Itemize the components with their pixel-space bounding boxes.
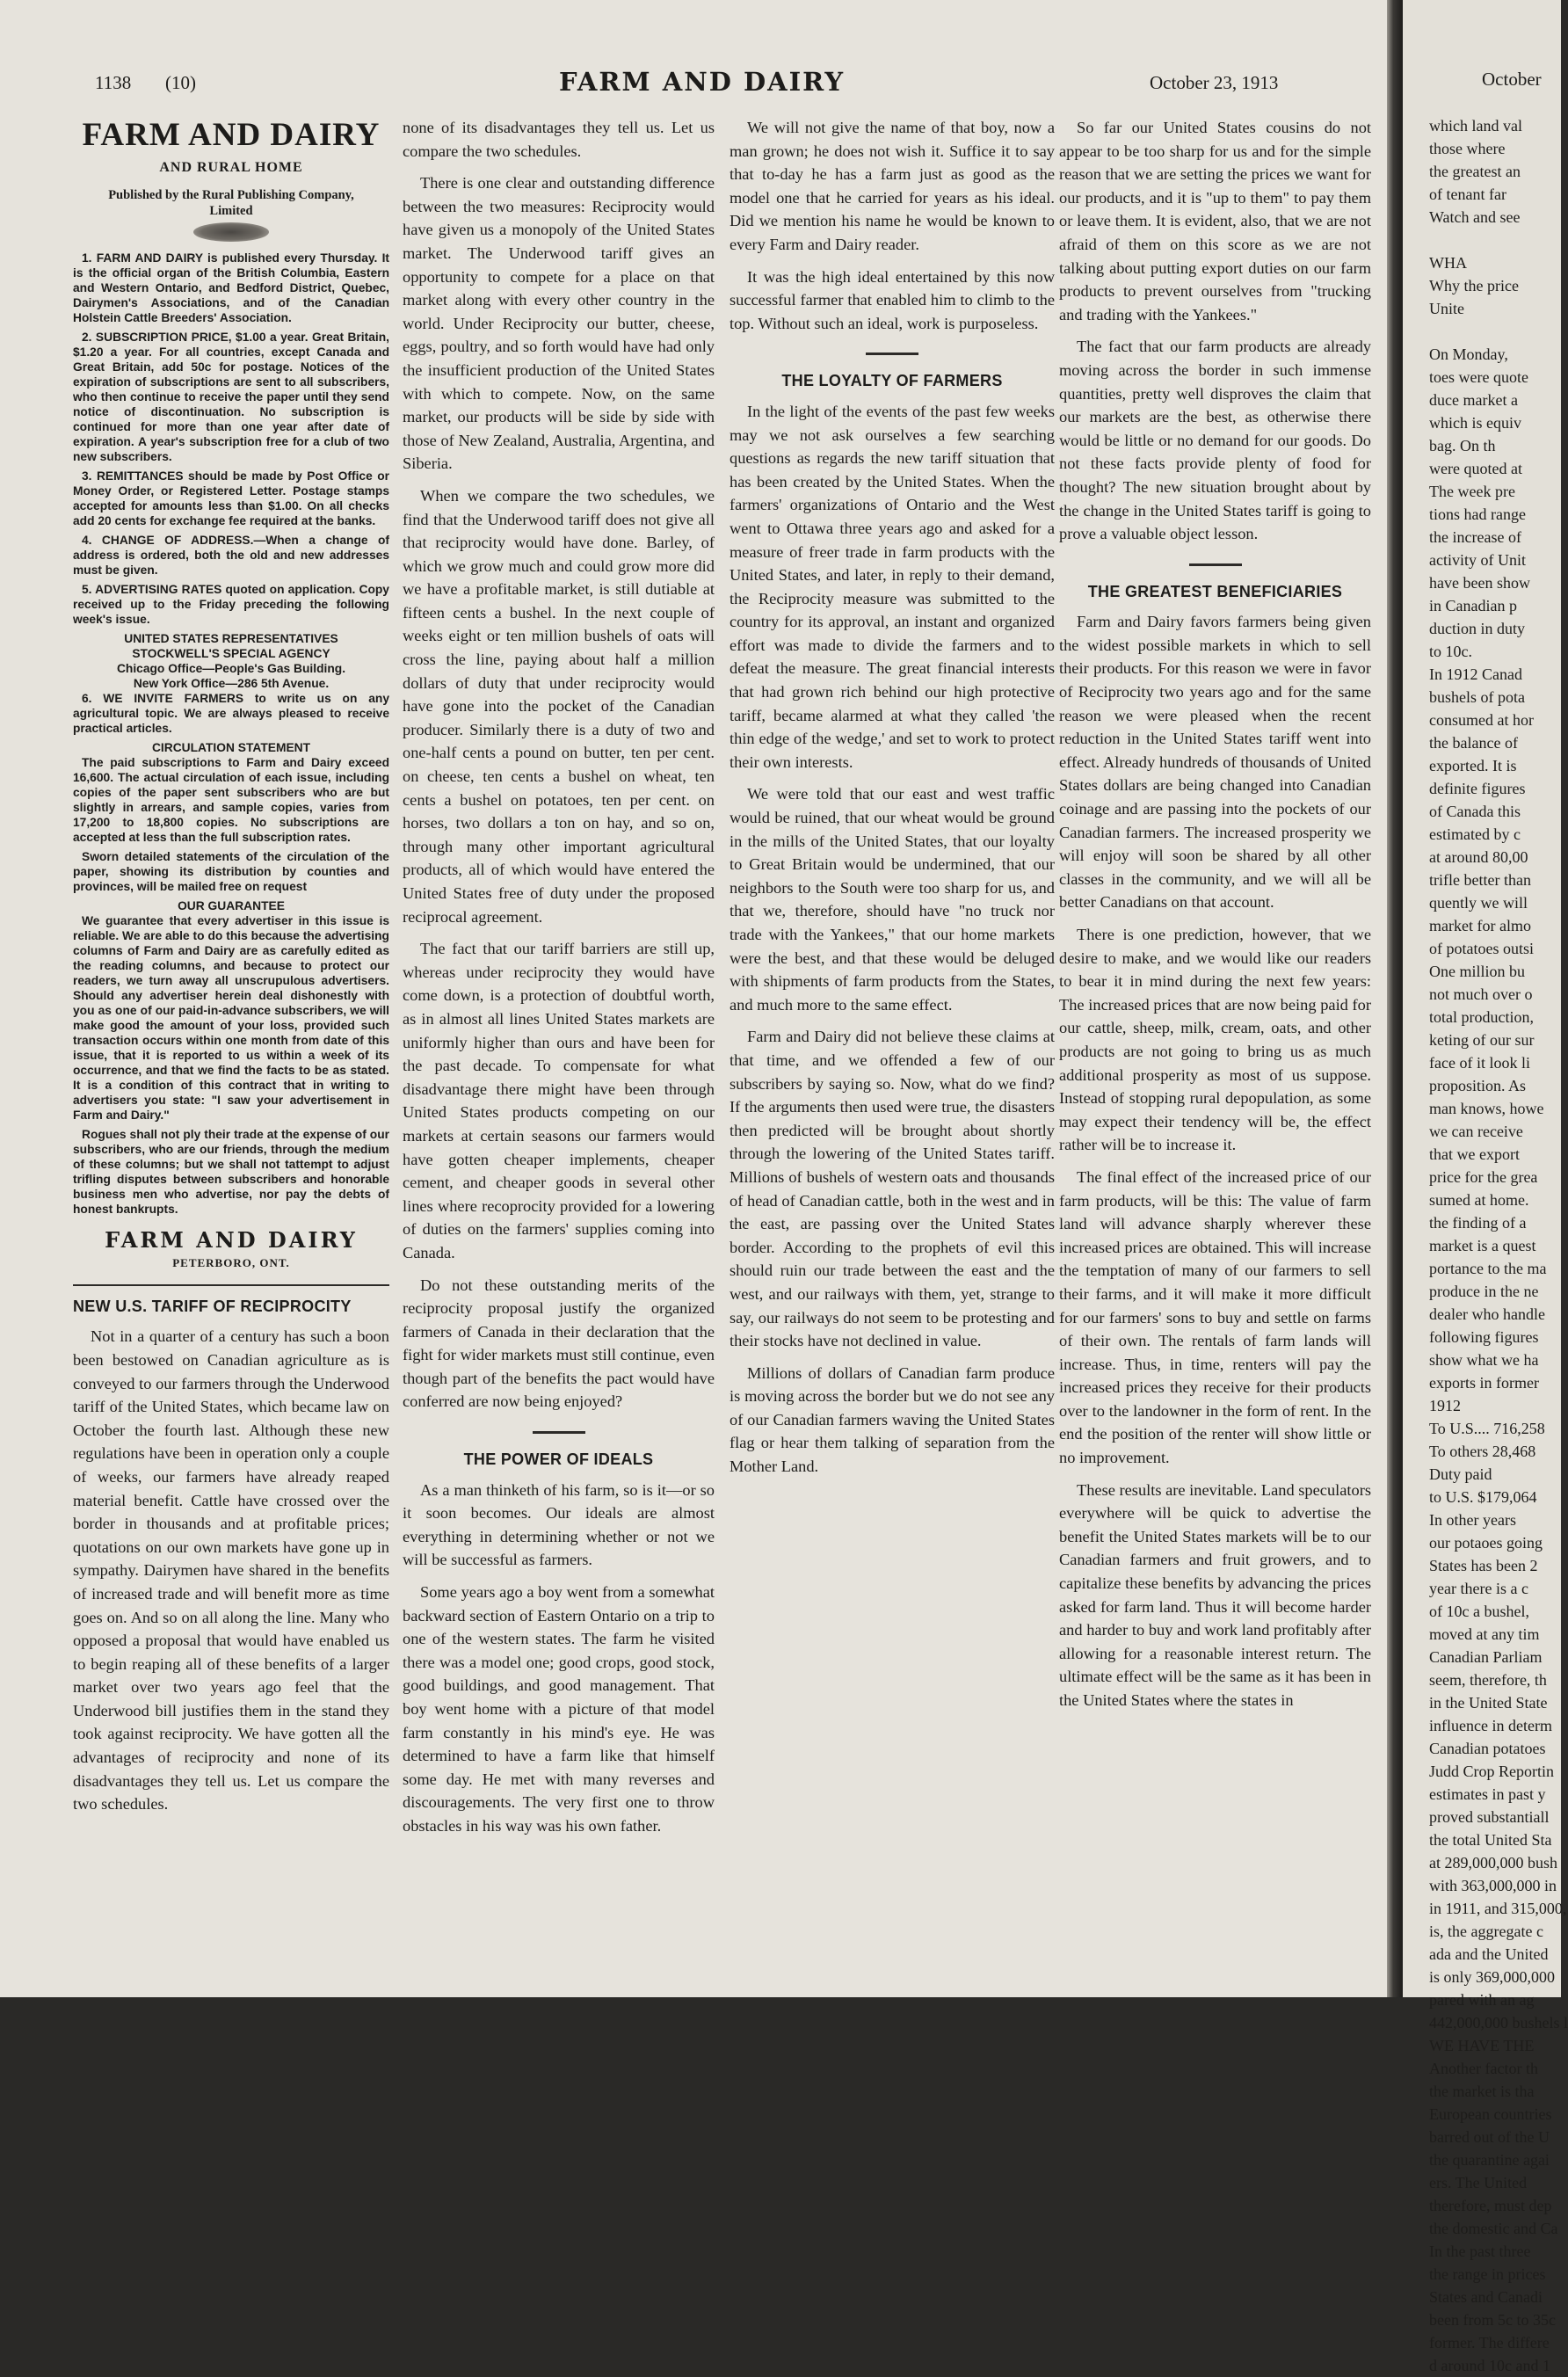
- adjacent-page-line: 1912: [1429, 1397, 1461, 1414]
- adjacent-page-line: To others 28,468: [1429, 1443, 1536, 1460]
- adjacent-page-line: On Monday,: [1429, 345, 1508, 363]
- adjacent-page-line: in Canadian p: [1429, 597, 1517, 614]
- adjacent-page-line: the market is tha: [1429, 2083, 1535, 2100]
- notice-change-of-address: 4. CHANGE OF ADDRESS.—When a change of address is ordered, both the old and new addresses must be given.: [73, 533, 389, 577]
- circulation-text: The paid subscriptions to Farm and Dairy exceed 16,600. The actual circulation of each issue, including copies of the paper sent subscribers who are but slightly in arrears, and sample copies, varies from 17,200 to 18,800 copies. No subscriptions are accepted at less than the full subscription rates.: [73, 755, 389, 844]
- masthead-title: FARM AND DAIRY: [82, 117, 381, 153]
- tariff-paragraph: Not in a quarter of a century has such a boon been bestowed on Canadian agriculture as is conveyed to our farmers through the Underwood tariff of the United States, which became law on October the fourth last. Although these new regulations have been in operation only a couple of weeks, our farmers have already reaped material benefit. Cattle have crossed over the border in thousands and at profitable prices; quotations on our own markets have gone up in sympathy. Dairymen have shared in the benefits of increased trade and will benefit more as time goes on. And so on all along the line. Many who opposed a proposal that would have enabled us to begin reaping all of these benefits of a larger market over two years ago feel that the Underwood bill justifies them in the stand they took against reciprocity. We have gotten all the advantages of reciprocity and none of its disadvantages they tell us. Let us compare the two schedules.: [73, 1327, 389, 1814]
- divider: [73, 1284, 389, 1286]
- adjacent-page-line: were quoted at: [1429, 460, 1522, 477]
- divider: [533, 1431, 585, 1434]
- adjacent-page-text: [1429, 114, 1568, 2377]
- adjacent-page-line: Canadian Parliam: [1429, 1648, 1543, 1666]
- adjacent-page-line: therefore, must dep: [1429, 2197, 1552, 2214]
- adjacent-page-line: keting of our sur: [1429, 1031, 1535, 1049]
- section-number: (10): [165, 72, 196, 93]
- adjacent-page-line: that we export: [1429, 1145, 1520, 1163]
- beneficiaries-paragraph: The final effect of the increased price of our farm products, will be this: The value of farm land will advance sharply wherever these increased prices are obtained. This will increase the temptation of many of our farmers to sell their farms, and it will make it more difficult for our farmers' sons to buy and settle on farms of their own. The rentals of farm lands will increase. Thus, in time, renters will pay the increased prices they receive for their products over to the landowner in the form of rent. In the end the position of the renter will show little or no improvement.: [1059, 1167, 1371, 1467]
- footer-location: PETERBORO, ONT.: [172, 1256, 290, 1270]
- page-number: 1138: [95, 72, 132, 93]
- adjacent-page-line: the finding of a: [1429, 1214, 1527, 1232]
- adjacent-page-line: total production,: [1429, 1008, 1534, 1026]
- adjacent-page-line: In the past three: [1429, 2243, 1531, 2260]
- binding-gutter: [1387, 0, 1403, 1997]
- adjacent-page-line: toes were quote: [1429, 368, 1528, 386]
- masthead-notices: [73, 251, 389, 1217]
- adjacent-page-line: to U.S. $179,064: [1429, 1488, 1537, 1506]
- tariff-paragraph: The fact that our tariff barriers are still up, whereas under reciprocity they would have come down, is a protection of doubtful worth, as in almost all lines United States markets are uniformly higher than ours and have been for the past decade. To compensate for what disadvantage there might have been through United States products competing on our markets at certain seasons our farmers would have gotten cheaper implements, cheaper cement, and cheaper goods in several other lines where recoprocity provided for a lowering of duties on the farmers' supplies coming into Canada.: [403, 940, 715, 1261]
- adjacent-page-line: Another factor th: [1429, 2060, 1538, 2077]
- adjacent-page-line: estimated by c: [1429, 825, 1521, 843]
- adjacent-page-line: Why the price: [1429, 277, 1519, 294]
- masthead-publisher: Published by the Rural Publishing Company, Limited: [108, 187, 354, 218]
- adjacent-page-line: the total United Sta: [1429, 1831, 1552, 1849]
- rogues-text: Rogues shall not ply their trade at the expense of our subscribers, who are our friends, through the medium of these columns; but we shall not tattempt to adjust trifling disputes between subscribers and honorable business men who advertise, nor pay the debts of honest bankrupts.: [73, 1127, 389, 1216]
- circulation-heading: CIRCULATION STATEMENT: [151, 740, 311, 754]
- adjacent-page-line: the balance of: [1429, 734, 1518, 752]
- notice-advertising-rates: 5. ADVERTISING RATES quoted on application. Copy received up to the Friday preceding the following week's issue.: [73, 582, 389, 626]
- masthead-subtitle: AND RURAL HOME: [159, 160, 303, 175]
- notice-invite-farmers: 6. WE INVITE FARMERS to write us on any agricultural topic. We are always pleased to receive practical articles.: [73, 691, 389, 735]
- adjacent-page-line: Canadian potatoes: [1429, 1740, 1546, 1757]
- ideals-paragraph: It was the high ideal entertained by this now successful farmer that enabled him to climb to the top. Without such an ideal, work is purposeless.: [730, 267, 1055, 332]
- adjacent-page-line: [1429, 229, 1552, 251]
- adjacent-page-line: trifle better than: [1429, 871, 1531, 889]
- tariff-paragraph: When we compare the two schedules, we find that the Underwood tariff does not give all that reciprocity would have done. Barley, of which we grow much and could grow more did we have a profitable market, is still dutiable at fifteen cents a bushel. In the next couple of weeks eight or ten million bushels of oats will cross the line, paying about half a million dollars of duty that under reciprocity would have gone into the pocket of the Canadian producer. Similarly there is a duty of two and one-half cents a pound on butter, ten per cent. on cheese, ten cents a bushel on wheat, ten cents a bushel on potatoes, ten per cent. on horses, two dollars a ton on hay, and so on, through many other important agricultural products, all of which would have entered the United States free of duty under the proposed reciprocal agreement.: [403, 486, 715, 926]
- adjacent-page-line: of Canada this: [1429, 803, 1521, 820]
- adjacent-page-line: sumed at home.: [1429, 1191, 1529, 1209]
- column-4: [1059, 116, 1371, 1721]
- adjacent-page-line: Unite: [1429, 300, 1464, 317]
- adjacent-page-line: proposition. As: [1429, 1077, 1527, 1094]
- publisher-emblem-icon: [193, 222, 269, 242]
- adjacent-page-line: d around 10c and 1: [1429, 2357, 1550, 2374]
- adjacent-page-line: following figures: [1429, 1328, 1539, 1346]
- adjacent-page-line: show what we ha: [1429, 1351, 1539, 1369]
- adjacent-page-line: In other years: [1429, 1511, 1516, 1529]
- adjacent-page-line: States and Canadi: [1429, 2288, 1543, 2306]
- ideals-paragraph: As a man thinketh of his farm, so is it—or so it soon becomes. Our ideals are almost everything in determining whether or not we will be successful as farmers.: [403, 1480, 715, 1569]
- loyalty-paragraph: So far our United States cousins do not appear to be too sharp for us and for the simple reason that we are setting the prices we want for our products, and it is "up to them" to pay them or leave them. It is evident, also, that we are not afraid of them on this score as we are not talking about putting export duties on our farm products to prevent ourselves from "trucking and trading with the Yankees.": [1059, 119, 1371, 323]
- reps-newyork: New York Office—286 5th Avenue.: [133, 676, 330, 690]
- adjacent-page-line: bushels of pota: [1429, 688, 1525, 706]
- adjacent-page-line: market is a quest: [1429, 1237, 1536, 1254]
- adjacent-page-line: seem, therefore, th: [1429, 1671, 1547, 1689]
- adjacent-page-line: consumed at hor: [1429, 711, 1534, 729]
- adjacent-page-line: of 10c a bushel,: [1429, 1603, 1529, 1620]
- adjacent-page-line: bag. On th: [1429, 437, 1496, 454]
- adjacent-page-line: pared with an ag: [1429, 1991, 1535, 2009]
- adjacent-page-line: of tenant far: [1429, 185, 1506, 203]
- reps-heading: UNITED STATES REPRESENTATIVES: [124, 631, 338, 645]
- loyalty-paragraph: Farm and Dairy did not believe these claims at that time, and we offended a few of our subscribers by saying so. Now, what do we find? If the arguments then used were true, the disasters then predicted will be brought about shortly through the lowering of the United States tariff. Millions of bushels of western oats and thousands of head of Canadian cattle, both in the west and in the east, are passing over the United States border. According to the prophets of evil this should ruin our trade between the east and the west, and our railways with them, yet, strange to say, our railways do not seem to be protesting and their stocks have not declined in value.: [730, 1028, 1055, 1350]
- ideals-paragraph: Some years ago a boy went from a somewhat backward section of Eastern Ontario on a trip to one of the western states. The farm he visited there was a model one; good crops, good stock, good buildings, and good management. That boy went home with a picture of that model farm constantly in his mind's eye. He was determined to have a farm like that himself some day. He met with many reverses and discouragements. The very first one to throw obstacles in his way was his own father.: [403, 1583, 715, 1835]
- divider: [1189, 563, 1242, 566]
- adjacent-page-line: the domestic and Ca: [1429, 2220, 1558, 2237]
- column-3: [730, 116, 1055, 1487]
- adjacent-page-line: European countries: [1429, 2105, 1552, 2123]
- tariff-paragraph: Do not these outstanding merits of the reciprocity proposal justify the organized farmers of Canada in their declaration that the fight for wider markets must still continue, even though part of the benefits the pact would have conferred are now being enjoyed?: [403, 1276, 715, 1411]
- adjacent-page-line: the greatest an: [1429, 163, 1521, 180]
- adjacent-page-line: quently we will: [1429, 894, 1528, 912]
- adjacent-page-header: October: [1482, 69, 1542, 90]
- loyalty-paragraph: The fact that our farm products are already moving across the border in such immense quantities, pretty well disproves the claim that our markets are the best, as otherwise there would be little or no demand for our goods. Do not these facts provide plenty of food for thought? The new situation brought about by the change in the United States tariff is going to prove a valuable object lesson.: [1059, 338, 1371, 543]
- beneficiaries-paragraph: There is one prediction, however, that we desire to make, and we would like our readers to bear it in mind during the next few years: The increased prices that are now being paid for our cattle, sheep, milk, cream, oats, and other products are not going to bring us as much additional prosperity as most of us suppose. Instead of stopping rural depopulation, as some may expect their tendency will be, the effect rather will be to increase it.: [1059, 926, 1371, 1154]
- tariff-paragraph: There is one clear and outstanding difference between the two measures: Reciprocity would have given us a monopoly of the United States market. The Underwood tariff gives an opportunity to compete for a place on that market along with every other country in the world. Under Reciprocity our butter, cheese, eggs, poultry, and so forth would have had only the insufficient production of the United States with which to compete. Now, on the same market, our products will be side by side with those of New Zealand, Australia, Argentina, and Siberia.: [403, 174, 715, 473]
- reps-chicago: Chicago Office—People's Gas Building.: [116, 661, 346, 675]
- adjacent-page-line: been from 5c to 35c: [1429, 2311, 1556, 2329]
- adjacent-page-line: The week pre: [1429, 483, 1515, 500]
- footer-masthead-title: FARM AND DAIRY: [105, 1226, 358, 1253]
- adjacent-page-line: duction in duty: [1429, 620, 1525, 637]
- adjacent-page-line: WHA: [1429, 254, 1467, 272]
- loyalty-paragraph: We were told that our east and west traffic would be ruined, that our wheat would be ground in the mills of the United States, that our loyalty to Great Britain would be undermined, that our neighbors to the South were too sharp for us, and that we, therefore, should have "no truck nor trade with the Yankees," that our home markets were the best, and that these would be deluged with shipments of farm products from the States, and much more to the same effect.: [730, 785, 1055, 1014]
- adjacent-page-line: the increase of: [1429, 528, 1521, 546]
- adjacent-page-line: our potaoes going: [1429, 1534, 1543, 1552]
- adjacent-page-line: definite figures: [1429, 780, 1526, 797]
- beneficiaries-paragraph: Farm and Dairy favors farmers being given the widest possible markets in which to sell their products. For this reason we were in favor of Reciprocity two years ago and for the same reason we were pleased when the recent reduction in the United States tariff went into effect. Already hundreds of thousands of United States dollars are being changed into Canadian coinage and are passing into the pockets of our Canadian farmers. The increased prosperity we will enjoy will soon be shared by all other classes in the community, and we will all be better Canadians on that account.: [1059, 613, 1371, 912]
- adjacent-page-fragment: [1403, 0, 1568, 2374]
- adjacent-page-line: One million bu: [1429, 963, 1525, 980]
- adjacent-page-line: tions had range: [1429, 505, 1526, 523]
- adjacent-page-line: proved substantiall: [1429, 1808, 1550, 1826]
- adjacent-page-line: exports in former: [1429, 1374, 1539, 1392]
- adjacent-page-line: we can receive: [1429, 1123, 1523, 1140]
- adjacent-page-line: Duty paid: [1429, 1465, 1492, 1483]
- adjacent-page-line: face of it look li: [1429, 1054, 1530, 1072]
- sworn-statement-text: Sworn detailed statements of the circulation of the paper, showing its distribution by counties and provinces, will be mailed free on request: [73, 849, 389, 893]
- notice-remittances: 3. REMITTANCES should be made by Post Office or Money Order, or Registered Letter. Postage stamps accepted for amounts less than $1.00. On all checks add 20 cents for exchange fee required at the banks.: [73, 469, 389, 527]
- loyalty-paragraph: Millions of dollars of Canadian farm produce is moving across the border but we do not see any of our Canadian farmers waving the United States flag or hear them talking of separation from the Mother Land.: [730, 1363, 1055, 1476]
- adjacent-page-line: Judd Crop Reportin: [1429, 1763, 1554, 1780]
- guarantee-heading: OUR GUARANTEE: [178, 898, 285, 912]
- adjacent-page-line: have been show: [1429, 574, 1530, 592]
- adjacent-page-line: duce market a: [1429, 391, 1518, 409]
- adjacent-page-line: [1429, 320, 1552, 343]
- running-title: FARM AND DAIRY: [559, 67, 846, 97]
- tariff-paragraph-continued: none of its disadvantages they tell us. Let us compare the two schedules.: [403, 119, 715, 160]
- adjacent-page-line: dealer who handle: [1429, 1305, 1545, 1323]
- adjacent-page-line: In 1912 Canad: [1429, 665, 1522, 683]
- adjacent-page-line: exported. It is: [1429, 757, 1517, 774]
- adjacent-page-line: is, the aggregate c: [1429, 1923, 1543, 1940]
- article-heading-tariff: NEW U.S. TARIFF OF RECIPROCITY: [73, 1297, 352, 1315]
- adjacent-page-line: the range in prices: [1429, 2265, 1546, 2283]
- notice-subscription: 2. SUBSCRIPTION PRICE, $1.00 a year. Great Britain, $1.20 a year. For all countries, except Canada and Great Britain, add 50c for postage. Notices of the expiration of subscriptions are sent to all subscribers, who then continue to receive the paper until they send notice of discontinuation. No subscription is continued for more than one year after date of expiration. A year's subscription free for a club of two new subscribers.: [73, 330, 389, 463]
- adjacent-page-line: those where: [1429, 140, 1506, 157]
- adjacent-page-line: barred out of the U: [1429, 2128, 1550, 2146]
- adjacent-page-line: To U.S.... 716,258: [1429, 1420, 1545, 1437]
- adjacent-page-line: the quarantine agai: [1429, 2151, 1550, 2169]
- adjacent-page-line: price for the grea: [1429, 1168, 1538, 1186]
- adjacent-page-line: produce in the ne: [1429, 1283, 1539, 1300]
- column-2: [403, 116, 715, 1835]
- adjacent-page-line: ada and the United: [1429, 1945, 1549, 1963]
- guarantee-text: We guarantee that every advertiser in this issue is reliable. We are able to do this because the advertising columns of Farm and Dairy are as carefully edited as the reading columns, and because to protect our readers, we turn away all unscrupulous advertisers. Should any advertiser herein deal dishonestly with you as one of our paid-in-advance subscribers, we will make good the amount of your loss, provided such transaction occurs within one month from date of this issue, that it is reported to us within a week of its occurrence, and that we find the facts to be as stated. It is a condition of this contract that in writing to advertisers you state: "I saw your advertisement in Farm and Dairy.": [73, 913, 389, 1122]
- adjacent-page-line: man knows, howe: [1429, 1100, 1544, 1117]
- adjacent-page-line: WE HAVE THE: [1429, 2037, 1535, 2054]
- ideals-paragraph: We will not give the name of that boy, now a man grown; he does not wish it. Suffice it to say that to-day he has a farm just as good as the model one that he carried for years as his ideal. Did we mention his name he would be known to every Farm and Dairy reader.: [730, 119, 1055, 253]
- issue-date: October 23, 1913: [1150, 72, 1279, 93]
- adjacent-page-line: is only 369,000,000: [1429, 1968, 1556, 1986]
- adjacent-page-line: to 10c.: [1429, 643, 1472, 660]
- adjacent-page-line: States has been 2: [1429, 1557, 1538, 1574]
- divider: [866, 353, 918, 355]
- adjacent-page-line: activity of Unit: [1429, 551, 1526, 569]
- reps-agency: STOCKWELL'S SPECIAL AGENCY: [132, 646, 330, 660]
- adjacent-page-line: in the United State: [1429, 1694, 1548, 1712]
- adjacent-page-line: influence in determ: [1429, 1717, 1552, 1734]
- article-heading-ideals: THE POWER OF IDEALS: [463, 1450, 654, 1469]
- loyalty-paragraph: In the light of the events of the past few weeks may we not ask ourselves a few searching questions as regards the new tariff situation that has been created by the United States. When the farmers' organizations of Ontario and the West went to Ottawa three years ago and asked for a measure of freer trade in farm products with the United States, and later, in reply to their demand, the Reciprocity measure was submitted to the country for its approval, an instant and organized effort was made to divide the farmers and to defeat the measure. The great financial interests that had grown rich behind our high protective tariff, became alarmed at what they called 'the thin edge of the wedge,' and set to work to protect their own interests.: [730, 402, 1055, 771]
- adjacent-page-line: which is equiv: [1429, 414, 1521, 432]
- article-heading-beneficiaries: THE GREATEST BENEFICIARIES: [1087, 582, 1343, 600]
- adjacent-page-line: estimates in past y: [1429, 1785, 1546, 1803]
- adjacent-page-line: portance to the ma: [1429, 1260, 1547, 1277]
- column-1: [73, 116, 389, 2009]
- adjacent-page-line: market for almo: [1429, 917, 1531, 934]
- beneficiaries-paragraph: These results are inevitable. Land speculators everywhere will be quick to advertise the benefit the United States markets will be to our Canadian farmers and fruit growers, and to capitalize these benefits by advancing the prices asked for farm land. Thus it will become harder and harder to buy and work land profitably after allowing for a reasonable interest return. The ultimate effect will be the same as it has been in the United States where the states in: [1059, 1480, 1371, 1709]
- adjacent-page-line: ers. The United: [1429, 2174, 1528, 2192]
- adjacent-page-line: 442,000,000 bushels l: [1429, 2014, 1568, 2032]
- adjacent-page-line: of potatoes outsi: [1429, 940, 1534, 957]
- adjacent-page-line: not much over o: [1429, 985, 1533, 1003]
- adjacent-page-line: at around 80,00: [1429, 848, 1528, 866]
- adjacent-page-line: year there is a c: [1429, 1580, 1528, 1597]
- adjacent-page-line: former. The differe: [1429, 2334, 1550, 2352]
- adjacent-page-line: Watch and see: [1429, 208, 1521, 226]
- article-heading-loyalty: THE LOYALTY OF FARMERS: [781, 372, 1003, 390]
- page-header: [95, 67, 1334, 102]
- adjacent-page-line: moved at any tim: [1429, 1625, 1540, 1643]
- adjacent-page-line: at 289,000,000 bush: [1429, 1854, 1557, 1872]
- adjacent-page-line: which land val: [1429, 117, 1522, 134]
- adjacent-page-line: with 363,000,000 in: [1429, 1877, 1557, 1894]
- adjacent-page-line: in 1911, and 315,000,: [1429, 1900, 1567, 1917]
- notice-publication: 1. FARM AND DAIRY is published every Thursday. It is the official organ of the British Columbia, Eastern and Western Ontario, and Bedford District, Quebec, Dairymen's Associations, and of the Canadian Holstein Cattle Breeders' Association.: [73, 251, 389, 324]
